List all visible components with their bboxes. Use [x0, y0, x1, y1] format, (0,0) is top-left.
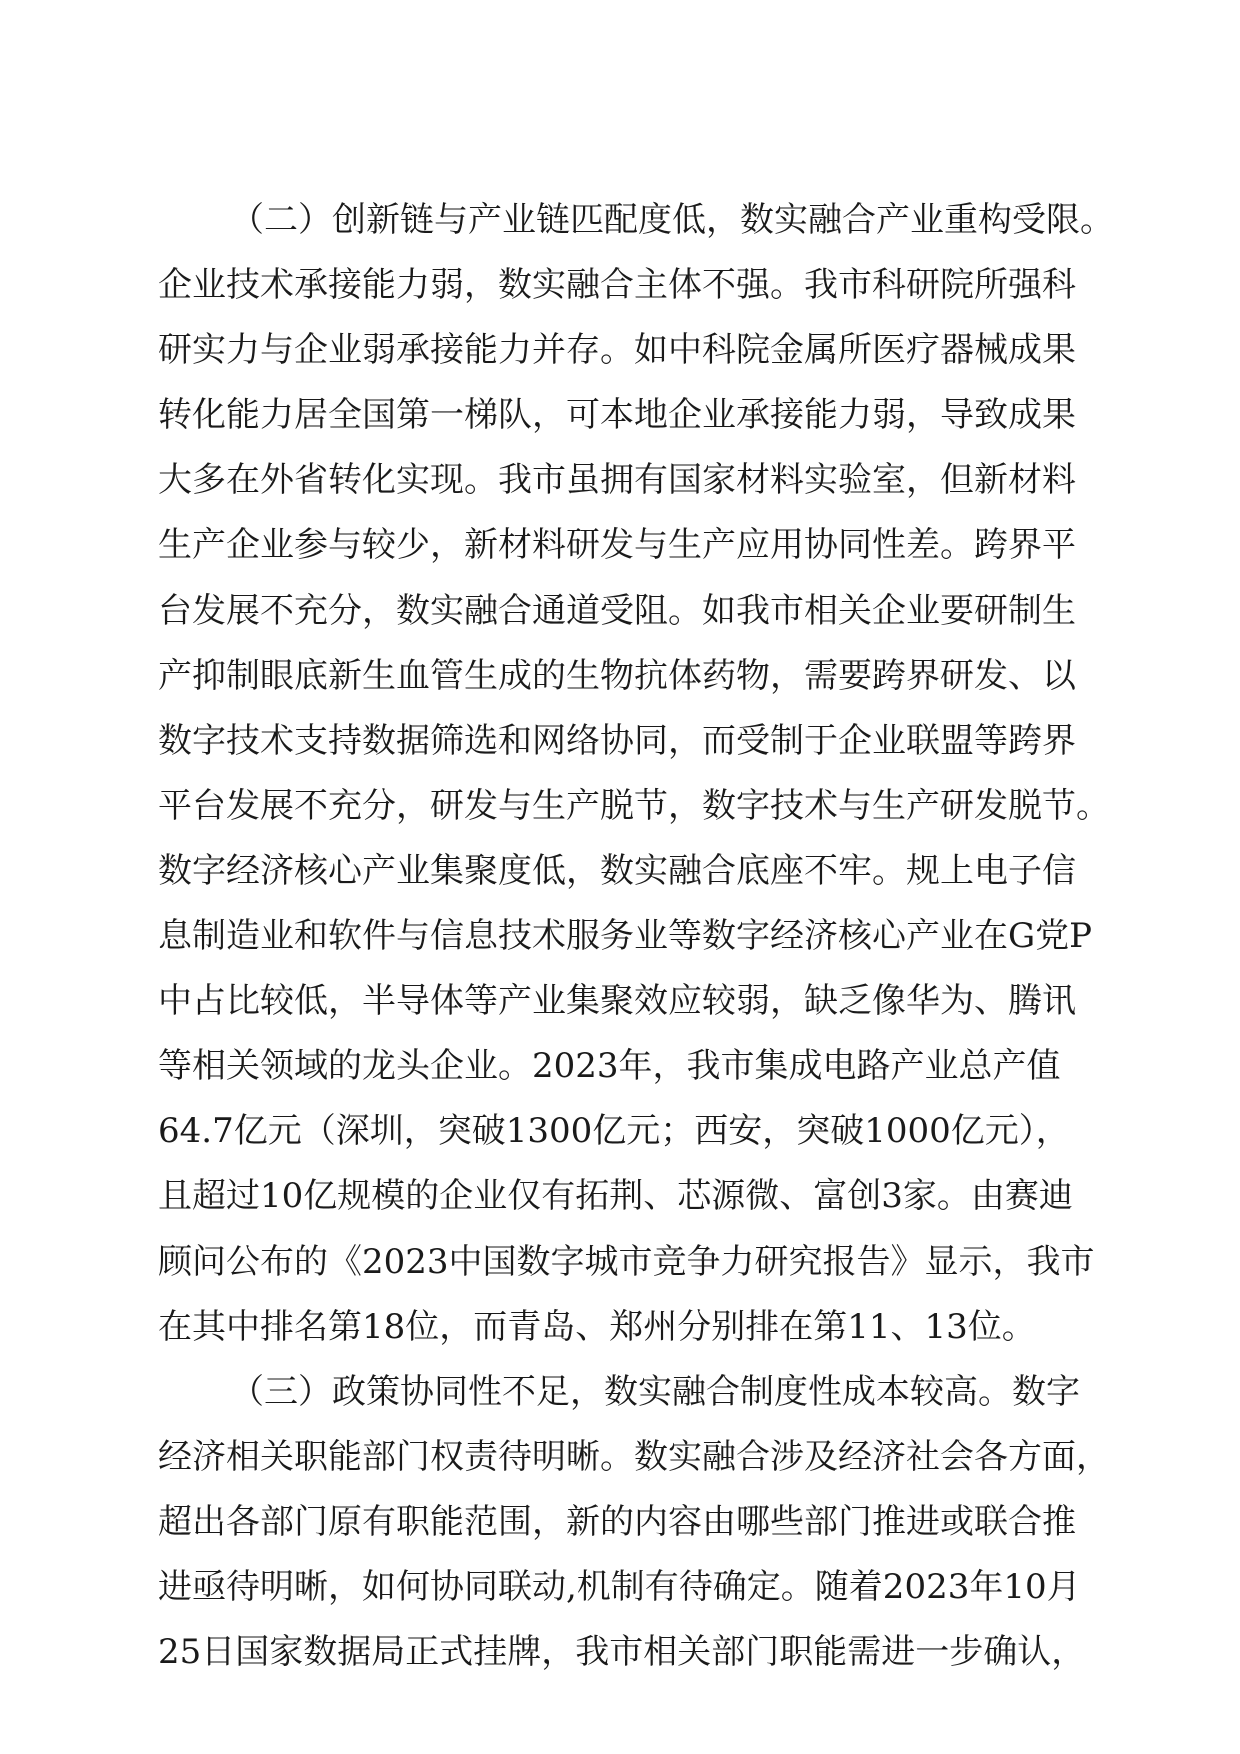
text-line: 生产企业参与较少，新材料研发与生产应用协同性差。跨界平 — [158, 525, 1076, 566]
text-line: 进亟待明晰，如何协同联动,机制有待确定。随着2023年10月 — [158, 1566, 1081, 1607]
section-heading-2: （二）创新链与产业链匹配度低，数实融合产业重构受限。 — [230, 200, 1114, 240]
text-line: 研实力与企业弱承接能力并存。如中科院金属所医疗器械成果 — [158, 330, 1076, 371]
text-line: 产抑制眼底新生血管生成的生物抗体药物，需要跨界研发、以 — [158, 655, 1076, 696]
text-line: 数字技术支持数据筛选和网络协同，而受制于企业联盟等跨界 — [158, 720, 1076, 761]
text-line: 25日国家数据局正式挂牌，我市相关部门职能需进一步确认， — [158, 1632, 1086, 1673]
body-text — [158, 188, 1114, 1685]
text-line: 转化能力居全国第一梯队，可本地企业承接能力弱，导致成果 — [158, 395, 1076, 436]
text-line: 超出各部门原有职能范围，新的内容由哪些部门推进或联合推 — [158, 1501, 1076, 1542]
text-line: 且超过10亿规模的企业仅有拓荆、芯源微、富创3家。由赛迪 — [158, 1176, 1073, 1217]
text-line: 64.7亿元（深圳，突破1300亿元；西安，突破1000亿元）， — [158, 1111, 1070, 1152]
text-line: 在其中排名第18位，而青岛、郑州分别排在第11、13位。 — [158, 1306, 1036, 1347]
text-line: 台发展不充分，数实融合通道受阻。如我市相关企业要研制生 — [158, 590, 1076, 631]
text-line: 数字经济核心产业集聚度低，数实融合底座不牢。规上电子信 — [158, 850, 1076, 891]
text-line: 平台发展不充分，研发与生产脱节，数字技术与生产研发脱节。 — [158, 785, 1110, 826]
text-line: 中占比较低，半导体等产业集聚效应较弱，缺乏像华为、腾讯 — [158, 981, 1076, 1022]
text-line: 息制造业和软件与信息技术服务业等数字经济核心产业在G党P — [158, 916, 1093, 957]
text-line: 经济相关职能部门权责待明晰。数实融合涉及经济社会各方面， — [158, 1436, 1110, 1477]
section-heading-3: （三）政策协同性不足，数实融合制度性成本较高。数字 — [230, 1371, 1080, 1412]
text-line: 企业技术承接能力弱，数实融合主体不强。我市科研院所强科 — [158, 265, 1076, 306]
text-line: 顾问公布的《2023中国数字城市竞争力研究报告》显示，我市 — [158, 1241, 1095, 1282]
text-line: 大多在外省转化实现。我市虽拥有国家材料实验室，但新材料 — [158, 460, 1076, 501]
text-line: 等相关领域的龙头企业。2023年，我市集成电路产业总产值 — [158, 1046, 1061, 1087]
